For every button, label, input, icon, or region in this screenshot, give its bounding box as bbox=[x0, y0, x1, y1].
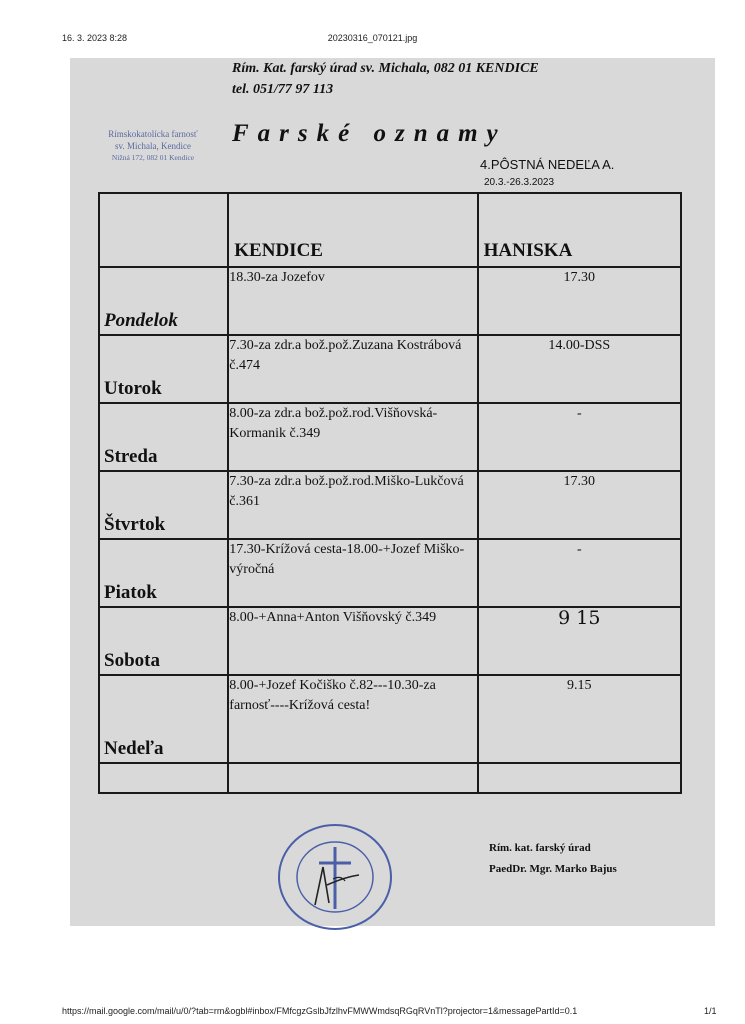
signature-name: PaedDr. Mgr. Marko Bajus bbox=[489, 863, 617, 875]
parish-stamp-line1: Rímskokatolícka farnosť bbox=[108, 129, 198, 139]
kendice-cell: 8.00-za zdr.a bož.pož.rod.Višňovská-Kormanik č.349 bbox=[228, 403, 477, 471]
parish-address-stamp bbox=[78, 128, 228, 164]
letterhead-phone: tel. 051/77 97 113 bbox=[232, 82, 334, 97]
day-label: Streda bbox=[104, 446, 158, 467]
table-row bbox=[99, 675, 681, 763]
day-label: Pondelok bbox=[104, 310, 178, 331]
day-label: Nedeľa bbox=[104, 738, 164, 759]
signature-office: Rím. kat. farský úrad bbox=[489, 842, 591, 854]
haniska-cell: 17.30 bbox=[478, 471, 681, 539]
table-header-row bbox=[99, 193, 681, 267]
haniska-cell: 14.00-DSS bbox=[478, 335, 681, 403]
footer-url: https://mail.google.com/mail/u/0/?tab=rm&ogbl#inbox/FMfcgzGslbJfzlhvFMWWmdsqRGqRVnTl?projector=1&messagePartId=0.1 bbox=[62, 1006, 578, 1016]
footer-page-number: 1/1 bbox=[704, 1006, 717, 1016]
day-label: Sobota bbox=[104, 650, 160, 671]
parish-stamp-line2: sv. Michala, Kendice bbox=[115, 141, 191, 151]
kendice-cell: 18.30-za Jozefov bbox=[228, 267, 477, 335]
table-spacer-row bbox=[99, 763, 681, 793]
letterhead bbox=[232, 58, 539, 100]
day-label: Utorok bbox=[104, 378, 162, 399]
kendice-cell: 8.00-+Jozef Kočiško č.82---10.30-za farnosť----Krížová cesta! bbox=[228, 675, 477, 763]
haniska-cell: - bbox=[478, 403, 681, 471]
parish-stamp-line3: Nižná 172, 082 01 Kendice bbox=[111, 153, 195, 162]
kendice-cell: 7.30-za zdr.a bož.pož.Zuzana Kostrábová č.474 bbox=[228, 335, 477, 403]
document-title: Farské oznamy bbox=[232, 120, 507, 147]
column-header-kendice: KENDICE bbox=[228, 193, 477, 267]
print-datetime: 16. 3. 2023 8:28 bbox=[62, 33, 128, 43]
letterhead-address: Rím. Kat. farský úrad sv. Michala, 082 01 KENDICE bbox=[232, 61, 539, 76]
column-header-haniska: HANISKA bbox=[478, 193, 681, 267]
table-row bbox=[99, 267, 681, 335]
haniska-cell: 9.15 bbox=[478, 675, 681, 763]
table-corner-cell bbox=[99, 193, 228, 267]
day-label: Piatok bbox=[104, 582, 157, 603]
table-row bbox=[99, 335, 681, 403]
haniska-cell: 17.30 bbox=[478, 267, 681, 335]
kendice-cell: 7.30-za zdr.a bož.pož.rod.Miško-Lukčová č.361 bbox=[228, 471, 477, 539]
day-label: Štvrtok bbox=[104, 514, 166, 535]
parish-seal-icon bbox=[275, 815, 405, 930]
mass-schedule-table bbox=[98, 192, 682, 794]
week-label: 4.PÔSTNÁ NEDEĽA A. bbox=[480, 157, 615, 172]
table-row bbox=[99, 471, 681, 539]
table-row bbox=[99, 539, 681, 607]
signature-block bbox=[489, 838, 617, 880]
kendice-cell: 17.30-Krížová cesta-18.00-+Jozef Miško-výročná bbox=[228, 539, 477, 607]
haniska-cell: - bbox=[478, 539, 681, 607]
date-range: 20.3.-26.3.2023 bbox=[484, 177, 555, 188]
kendice-cell: 8.00-+Anna+Anton Višňovský č.349 bbox=[228, 607, 477, 675]
haniska-cell-handwritten: 9 15 bbox=[478, 607, 681, 675]
print-filename: 20230316_070121.jpg bbox=[327, 33, 418, 43]
table-row bbox=[99, 607, 681, 675]
table-row bbox=[99, 403, 681, 471]
